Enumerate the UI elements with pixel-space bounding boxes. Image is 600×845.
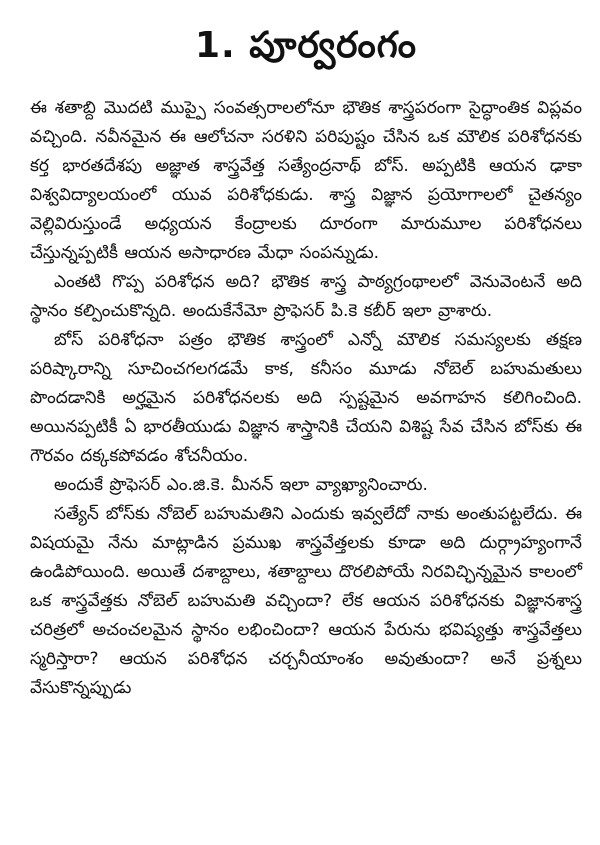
paragraph-3: బోస్ పరిశోధనా పత్రం భౌతిక శాస్త్రంలో ఎన్నో మౌలిక సమస్యలకు తక్షణ పరిష్కారాన్ని సూచించగలగడమే కాక, కనీసం మూడు నోబెల్ బహుమతులు పొందడానికి అర్హమైన పరిశోధనలకు అది స్పష్టమైన అవగాహన కలిగించింది. అయినప్పటికీ ఏ భారతీయుడు విజ్ఞాన శాస్త్రానికి చేయని విశిష్ట సేవ చేసిన బోస్‌కు ఈ గౌరవం దక్కకపోవడం శోచనీయం. [30, 330, 582, 466]
chapter-title: 1. పూర్వరంగం [194, 25, 418, 66]
paragraph-5: సత్యేన్ బోస్‌కు నోబెల్ బహుమతిని ఎందుకు ఇవ్వలేదో నాకు అంతుపట్టలేదు. ఈ విషయమై నేను మాట్లాడిన ప్రముఖ శాస్త్రవేత్తలకు కూడా అది దుర్గ్రాహ్యంగానే ఉండిపోయింది. అయితే దశాబ్దాలు, శతాబ్దాలు దొరలిపోయే నిరవిచ్ఛిన్నమైన కాలంలో ఒక శాస్త్రవేత్తకు నోబెల్ బహుమతి వచ్చిందా? లేక ఆయన పరిశోధనకు విజ్ఞానశాస్త్ర చరిత్రలో అచంచలమైన స్థానం లభించిందా? ఆయన పేరును భవిష్యత్తు శాస్త్రవేత్తలు స్మరిస్తారా? ఆయన పరిశోధన చర్చనీయాంశం అవుతుందా? అనే ప్రశ్నలు వేసుకొన్నప్పుడు [30, 504, 582, 698]
paragraph-1: ఈ శతాబ్ది మొదటి ముప్పై సంవత్సరాలలోనూ భౌతిక శాస్త్రపరంగా సైద్ధాంతిక విప్లవం వచ్చింది. నవీనమైన ఈ ఆలోచనా సరళిని పరిపుష్టం చేసిన ఒక మౌలిక పరిశోధనకు కర్త భారతదేశపు అజ్ఞాత శాస్త్రవేత్త సత్యేంద్రనాథ్ బోస్. అప్పటికి ఆయన ఢాకా విశ్వవిద్యాలయంలో యువ పరిశోధకుడు. శాస్త్ర విజ్ఞాన ప్రయోగాలలో చైతన్యం వెల్లివిరుస్తుండే అధ్యయన కేంద్రాలకు దూరంగా మారుమూల పరిశోధనలు చేస్తున్నప్పటికీ ఆయన అసాధారణ మేధా సంపన్నుడు. [30, 98, 582, 263]
body-text [30, 94, 582, 703]
paragraph-4: అందుకే ప్రొఫెసర్ ఎం.జి.కె. మీనన్ ఇలా వ్యాఖ్యానించారు. [54, 475, 428, 495]
paragraph-2: ఎంతటి గొప్ప పరిశోధన అది? భౌతిక శాస్త్ర పాఠ్యగ్రంథాలలో వెనువెంటనే అది స్థానం కల్పించుకొన్నది. అందుకేనేమో ప్రొఫెసర్ పి.కె కబీర్ ఇలా వ్రాశారు. [30, 272, 582, 321]
